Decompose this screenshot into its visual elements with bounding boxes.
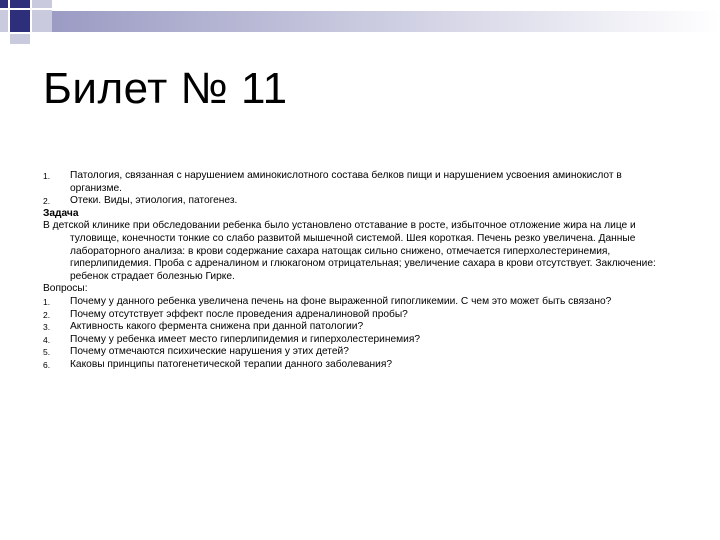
topic-item [43, 195, 663, 208]
topic-text: Отеки. Виды, этиология, патогенез. [70, 195, 238, 207]
question-item [43, 296, 663, 309]
topic-item [43, 170, 663, 195]
question-text: Почему отсутствует эффект после проведения адреналиновой пробы? [70, 308, 408, 320]
topic-number: 2. [43, 196, 51, 207]
question-item [43, 334, 663, 347]
question-number: 5. [43, 347, 51, 358]
question-number: 1. [43, 296, 51, 307]
question-number: 2. [43, 309, 51, 320]
questions-heading: Вопросы: [43, 283, 88, 295]
question-text: Почему отмечаются психические нарушения у этих детей? [70, 346, 349, 358]
question-text: Почему у ребенка имеет место гиперлипидемия и гиперхолестеринемия? [70, 333, 421, 345]
slide-content [43, 170, 663, 372]
question-text: Каковы принципы патогенетической терапии данного заболевания? [70, 358, 393, 370]
header-decoration [0, 0, 720, 60]
question-number: 4. [43, 334, 51, 345]
question-item [43, 309, 663, 322]
question-item [43, 359, 663, 372]
topic-text: Патология, связанная с нарушением аминокислотного состава белков пищи и нарушением усвоения аминокислот в организме. [70, 170, 622, 194]
question-number: 6. [43, 359, 51, 370]
question-item [43, 346, 663, 359]
question-item [43, 321, 663, 334]
question-number: 3. [43, 322, 51, 333]
question-text: Активность какого фермента снижена при данной патологии? [70, 321, 364, 333]
topic-number: 1. [43, 171, 51, 181]
task-text: В детской клинике при обследовании ребенка было установлено отставание в росте, избыточное отложение жира на лице и туловище, конечности тонкие со слабо развитой мышечной системой. Шея короткая. Печень резко увеличена. Данные лабораторного анализа: в крови содержание сахара натощак сильно снижено, отмечается гиперхолестеринемия, гиперлипидемия. Проба с адреналином и глюкагоном отрицательная; увеличение сахара в крови отсутствует. Заключение: ребенок страдает болезнью Гирке. [43, 220, 656, 282]
slide-title: Билет № 11 [43, 64, 288, 113]
question-text: Почему у данного ребенка увеличена печень на фоне выраженной гипогликемии. С чем это может быть связано? [70, 295, 612, 307]
task-heading: Задача [43, 207, 79, 219]
